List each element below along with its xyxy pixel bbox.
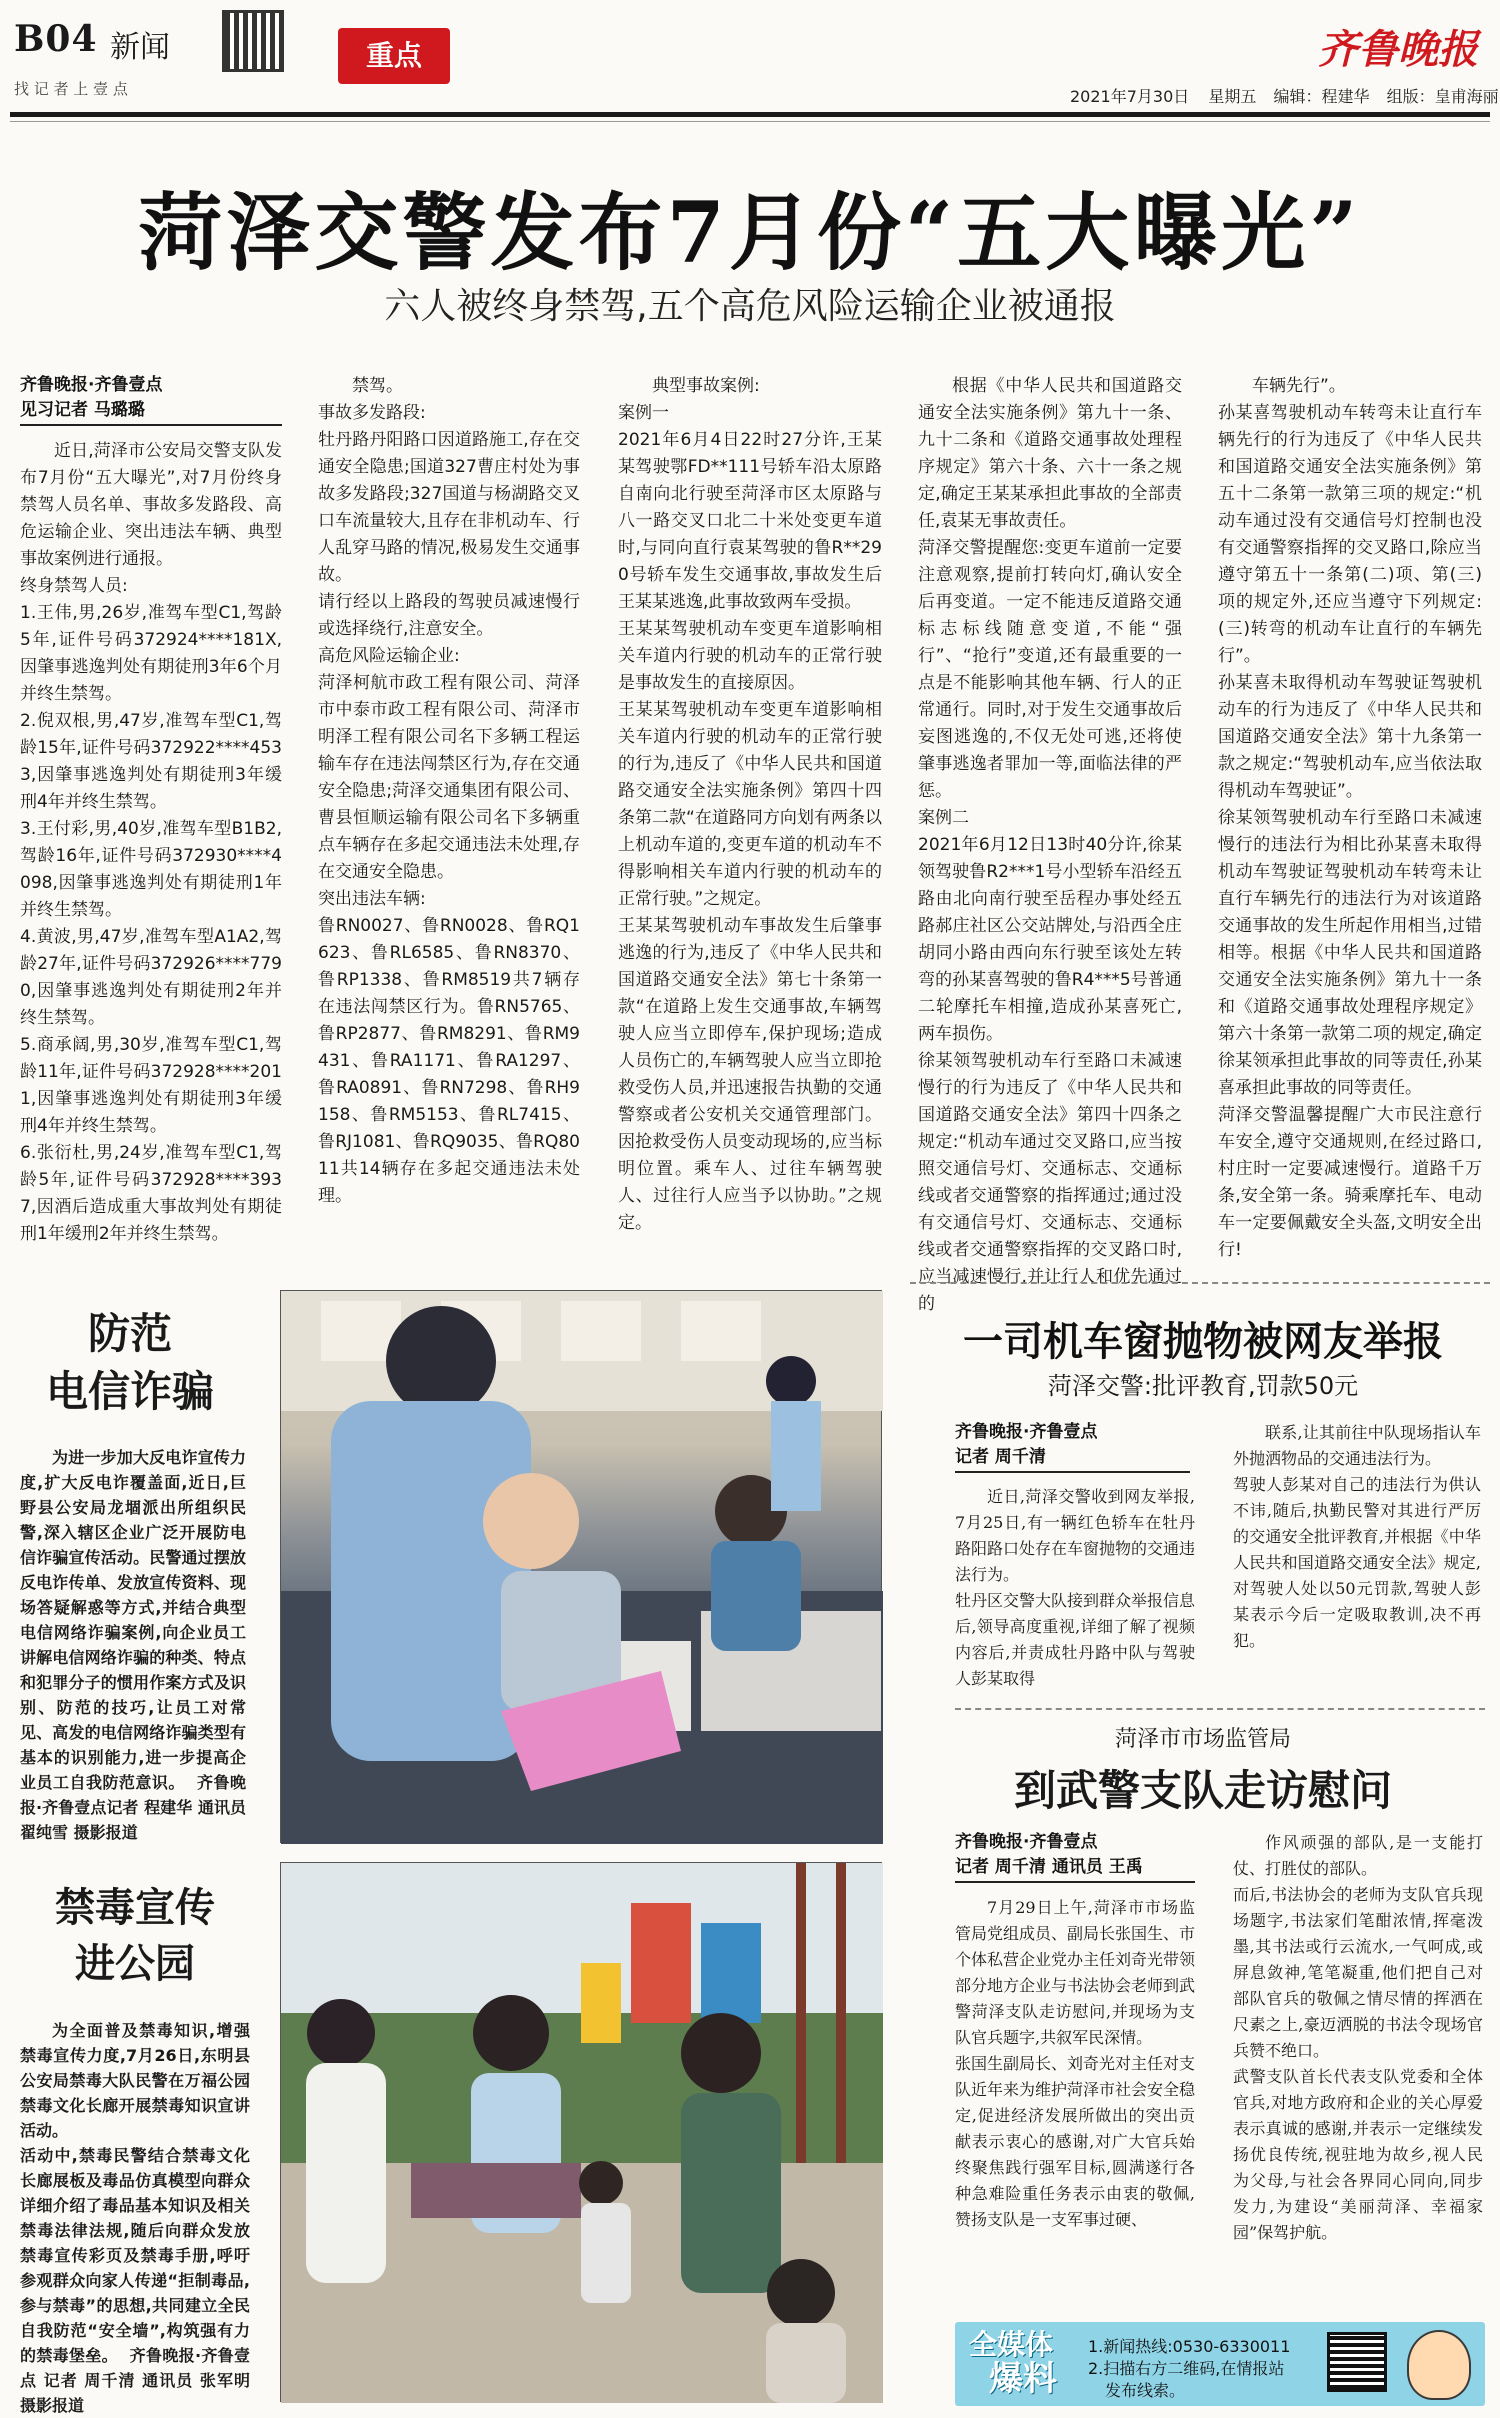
editor: 编辑：程建华 (1273, 87, 1370, 106)
tipoff-label-line1: 全媒体 (969, 2328, 1054, 2361)
truck-source: 齐鲁晚报·齐鲁壹点 (955, 1422, 1098, 1442)
market-headline: 到武警支队走访慰问 (1013, 1766, 1392, 1815)
tipoff-line2: 2.扫描右方二维码,在情报站 (1088, 2359, 1285, 2378)
market-source: 齐鲁晚报·齐鲁壹点 (955, 1832, 1098, 1852)
issue-weekday: 星期五 (1208, 87, 1257, 106)
section-name: 新闻 (110, 30, 170, 65)
main-column-2: 禁驾。 事故多发路段: 牡丹路丹阳路口因道路施工,存在交通安全隐患;国道327曹庄村处为事故多发路段;327国道与杨湖路交叉口车流量较大,且存在非机动车、行人乱穿马路的情况,极易发生交通事故。 请行经以上路段的驾驶员减速慢行或选择绕行,注意安全。 高危风险运输企业: 菏泽柯航市政工程有限公司、菏泽市中泰市政工程有限公司、菏泽市明泽工程有限公司名下多辆工程运输车存在违法闯禁区行为,存在交通安全隐患;菏泽交通集团有限公司、曹县恒顺运输有限公司名下多辆重点车辆存在多起交通违法未处理,存在交通安全隐患。 突出违法车辆: 鲁RN0027、鲁RN0028、鲁RQ1623、鲁RL6585、鲁RN8370、鲁RP1338、鲁RM8519共7辆存在违法闯禁区行为。鲁RN5765、鲁RP2877、鲁RM8291、鲁RM9431、鲁RA1171、鲁RA1297、鲁RA0891、鲁RN7298、鲁RH9158、鲁RM5153、鲁RL7415、鲁RJ1081、鲁RQ9035、鲁RQ8011共14辆存在多起交通违法未处理。 (318, 376, 580, 1206)
tipoff-line3: 发布线索。 (1105, 2381, 1186, 2400)
drug-title-line2: 进公园 (75, 1940, 195, 1987)
tipoff-qr-icon[interactable] (1327, 2332, 1387, 2392)
truck-headline: 一司机车窗抛物被网友举报 (963, 1318, 1443, 1365)
truck-column-2: 联系,让其前往中队现场指认车外抛洒物品的交通违法行为。 驾驶人彭某对自己的违法行为供认不讳,随后,执勤民警对其进行严厉的交通安全批评教育,并根据《中华人民共和国道路交通安全法》规定,对驾驶人处以50元罚款,驾驶人彭某表示今后一定吸取教训,决不再犯。 (1233, 1423, 1481, 1650)
main-column-4: 根据《中华人民共和国道路交通安全法实施条例》第九十一条、九十二条和《道路交通事故处理程序规定》第六十条、六十一条之规定,确定王某某承担此事故的全部责任,袁某无事故责任。 菏泽交警提醒您:变更车道前一定要注意观察,提前打转向灯,确认安全后再变道。一定不能违反道路交通标志标线随意变道,不能“强行”、“抢行”变道,还有最重要的一点是不能影响其他车辆、行人的正常通行。同时,对于发生交通事故后妄图逃逸的,不仅无处可逃,还将使肇事逃逸者罪加一等,面临法律的严惩。 案例二 2021年6月12日13时40分许,徐某领驾驶鲁R2***1号小型轿车沿经五路由北向南行驶至岳程办事处经五路郝庄社区公交站牌处,与沿西全庄胡同小路由西向东行驶至该处左转弯的孙某喜驾驶的鲁R4***5号普通二轮摩托车相撞,造成孙某喜死亡,两车损伤。 徐某领驾驶机动车行至路口未减速慢行的行为违反了《中华人民共和国道路交通安全法》第四十四条之规定:“机动车通过交叉路口,应当按照交通信号灯、交通标志、交通标线或者交通警察的指挥通过;通过没有交通信号灯、交通标志、交通标线或者交通警察指挥的交叉路口时,应当减速慢行,并让行人和优先通过的 (918, 376, 1182, 1314)
fraud-title-line2: 电信诈骗 (45, 1367, 214, 1416)
tipoff-banner (955, 2322, 1485, 2406)
main-reporter: 见习记者 马璐璐 (20, 400, 145, 420)
tipoff-label (969, 2328, 1079, 2399)
header-rule (10, 112, 1490, 117)
fraud-photo (280, 1290, 882, 1843)
market-reporter: 记者 周千清 通讯员 王禹 (955, 1857, 1143, 1877)
fraud-title (20, 1305, 240, 1421)
section-tag (338, 28, 450, 84)
qr-code-icon (222, 10, 284, 72)
truck-reporter: 记者 周千清 (955, 1447, 1046, 1467)
drug-title-line1: 禁毒宣传 (55, 1884, 215, 1931)
main-column-5: 车辆先行”。 孙某喜驾驶机动车转弯未让直行车辆先行的行为违反了《中华人民共和国道路交通安全法实施条例》第五十二条第一款第三项的规定:“机动车通过没有交通信号灯控制也没有交通警察指挥的交叉路口,除应当遵守第五十一条第(二)项、第(三)项的规定外,还应当遵守下列规定:(三)转弯的机动车让直行的车辆先行”。 孙某喜未取得机动车驾驶证驾驶机动车的行为违反了《中华人民共和国道路交通安全法》第十九条第一款之规定:“驾驶机动车,应当依法取得机动车驾驶证”。 徐某领驾驶机动车行至路口未减速慢行的违法行为相比孙某喜未取得机动车驾驶证驾驶机动车转弯未让直行车辆先行的违法行为对该道路交通事故的发生所起作用相当,过错相等。根据《中华人民共和国道路交通安全法实施条例》第九十一条和《道路交通事故处理程序规定》第六十条第一款第二项的规定,确定徐某领承担此事故的同等责任,孙某喜承担此事故的同等责任。 菏泽交警温馨提醒广大市民注意行车安全,遵守交通规则,在经过路口,村庄时一定要减速慢行。道路千万条,安全第一条。骑乘摩托车、电动车一定要佩戴安全头盔,文明安全出行! (1218, 376, 1482, 1260)
fraud-title-line1: 防范 (87, 1309, 172, 1358)
layout-editor: 组版：皇甫海丽 (1386, 87, 1499, 106)
market-kicker: 菏泽市市场监管局 (1114, 1727, 1291, 1752)
header-rule-thin (10, 121, 1490, 122)
section-tag-label: 重点 (365, 39, 422, 72)
truck-column-1: 近日,菏泽交警收到网友举报,7月25日,有一辆红色轿车在牡丹路阳路口处存在车窗抛物的交通违法行为。 牡丹区交警大队接到群众举报信息后,领导高度重视,详细了解了视频内容后,并责成牡丹路中队与驾驶人彭某取得 (955, 1487, 1196, 1688)
truck-byline-rule (955, 1471, 1190, 1473)
market-column-1: 7月29日上午,菏泽市市场监管局党组成员、副局长张国生、市个体私营企业党办主任刘奇光带领部分地方企业与书法协会老师到武警菏泽支队走访慰问,并现场为支队官兵题字,共叙军民深情。 张国生副局长、刘奇光对主任对支队近年来为维护菏泽市社会安全稳定,促进经济发展所做出的突出贡献表示衷心的感谢,对广大官兵始终聚焦践行强军目标,圆满遂行各种急难险重任务表示由衷的敬佩,赞扬支队是一支军事过硬、 (955, 1898, 1196, 2229)
header-info (1070, 84, 1499, 107)
main-bottom-rule (910, 1282, 1490, 1284)
main-subheadline: 六人被终身禁驾,五个高危风险运输企业被通报 (384, 286, 1116, 327)
truck-bottom-rule (955, 1708, 1485, 1710)
issue-date: 2021年7月30日 (1070, 87, 1190, 106)
main-column-1: 近日,菏泽市公安局交警支队发布7月份“五大曝光”,对7月份终身禁驾人员名单、事故多发路段、高危运输企业、突出违法车辆、典型事故案例进行通报。 终身禁驾人员: 1.王伟,男,26岁,准驾车型C1,驾龄5年,证件号码372924****181X,因肇事逃逸判处有期徒刑3年6个月并终生禁驾。 2.倪双根,男,47岁,准驾车型C1,驾龄15年,证件号码372922****4533,因肇事逃逸判处有期徒刑3年缓刑4年并终生禁驾。 3.王付彩,男,40岁,准驾车型B1B2,驾龄16年,证件号码372930****4098,因肇事逃逸判处有期徒刑1年并终生禁驾。 4.黄波,男,47岁,准驾车型A1A2,驾龄27年,证件号码372926****7790,因肇事逃逸判处有期徒刑2年并终生禁驾。 5.商承阔,男,30岁,准驾车型C1,驾龄11年,证件号码372928****2011,因肇事逃逸判处有期徒刑3年缓刑4年并终生禁驾。 6.张衍杜,男,24岁,准驾车型C1,驾龄5年,证件号码372928****3937,因酒后造成重大事故判处有期徒刑1年缓刑2年并终生禁驾。 (20, 441, 282, 1244)
drug-photo (280, 1862, 882, 2402)
main-column-3: 典型事故案例: 案例一 2021年6月4日22时27分许,王某某驾驶鄂FD**111号轿车沿太原路自南向北行驶至菏泽市区太原路与八一路交叉口北二十米处变更车道时,与同向直行袁某驾驶的鲁R**290号轿车发生交通事故,事故发生后王某某逃逸,此事故致两车受损。 王某某驾驶机动车变更车道影响相关车道内行驶的机动车的正常行驶是事故发生的直接原因。 王某某驾驶机动车变更车道影响相关车道内行驶的机动车的正常行驶的行为,违反了《中华人民共和国道路交通安全法实施条例》第四十四条第二款“在道路同方向划有两条以上机动车道的,变更车道的机动车不得影响相关车道内行驶的机动车的正常行驶。”之规定。 王某某驾驶机动车事故发生后肇事逃逸的行为,违反了《中华人民共和国道路交通安全法》第七十条第一款“在道路上发生交通事故,车辆驾驶人应当立即停车,保护现场;造成人员伤亡的,车辆驾驶人应当立即抢救受伤人员,并迅速报告执勤的交通警察或者公安机关交通管理部门。因抢救受伤人员变动现场的,应当标明位置。乘车人、过往车辆驾驶人、过往行人应当予以协助。”之规定。 (618, 376, 882, 1233)
tipoff-label-line2: 爆料 (989, 2359, 1057, 2399)
tipoff-hotline: 1.新闻热线:0530-6330011 (1088, 2337, 1291, 2356)
market-byline-rule (955, 1881, 1195, 1883)
masthead-logo: 齐鲁晚报 (1318, 26, 1478, 73)
truck-subheadline: 菏泽交警:批评教育,罚款50元 (1047, 1372, 1359, 1400)
page-number: B04 (14, 18, 98, 60)
fraud-photo-illustration (281, 1291, 883, 1844)
drug-body: 为全面普及禁毒知识,增强禁毒宣传力度,7月26日,东明县公安局禁毒大队民警在万福公园禁毒文化长廊开展禁毒知识宣讲活动。 活动中,禁毒民警结合禁毒文化长廊展板及毒品仿真模型向群众详细介绍了毒品基本知识及相关禁毒法律法规,随后向群众发放禁毒宣传彩页及禁毒手册,呼吁参观群众向家人传递“拒制毒品,参与禁毒”的思想,共同建立全民自我防范“安全墙”,构筑强有力的禁毒堡垒。 齐鲁晚报·齐鲁壹点 记者 周千清 通讯员 张军明 摄影报道 (20, 2021, 250, 2415)
main-source: 齐鲁晚报·齐鲁壹点 (20, 375, 163, 395)
byline-rule (20, 424, 282, 426)
market-column-2: 作风顽强的部队,是一支能打仗、打胜仗的部队。 而后,书法协会的老师为支队官兵现场题字,书法家们笔酣浓情,挥毫泼墨,其书法或行云流水,一气呵成,或屏息敛神,笔笔凝重,他们把自己对部队官兵的敬佩之情尽情的挥洒在尺素之上,豪迈洒脱的书法令现场官兵赞不绝口。 武警支队首长代表支队党委和全体官兵,对地方政府和企业的关心厚爱表示真诚的感谢,并表示一定继续发扬优良传统,视驻地为故乡,视人民为父母,与社会各界同心同向,同步发力,为建设“美丽菏泽、幸福家园”保驾护航。 (1233, 1833, 1483, 2242)
mascot-icon (1407, 2330, 1471, 2400)
drug-title (20, 1880, 250, 1992)
drug-photo-illustration (281, 1863, 883, 2403)
main-headline: 菏泽交警发布7月份“五大曝光” (138, 183, 1362, 282)
slogan: 找 记 者 上 壹 点 (14, 80, 128, 98)
fraud-body: 为进一步加大反电诈宣传力度,扩大反电诈覆盖面,近日,巨野县公安局龙堌派出所组织民警,深入辖区企业广泛开展防电信诈骗宣传活动。民警通过摆放反电诈传单、发放宣传资料、现场答疑解惑等方式,并结合典型电信网络诈骗案例,向企业员工讲解电信网络诈骗的种类、特点和犯罪分子的惯用作案方式及识别、防范的技巧,让员工对常见、高发的电信网络诈骗类型有基本的识别能力,进一步提高企业员工自我防范意识。 齐鲁晚报·齐鲁壹点记者 程建华 通讯员 翟纯雪 摄影报道 (20, 1448, 252, 1842)
